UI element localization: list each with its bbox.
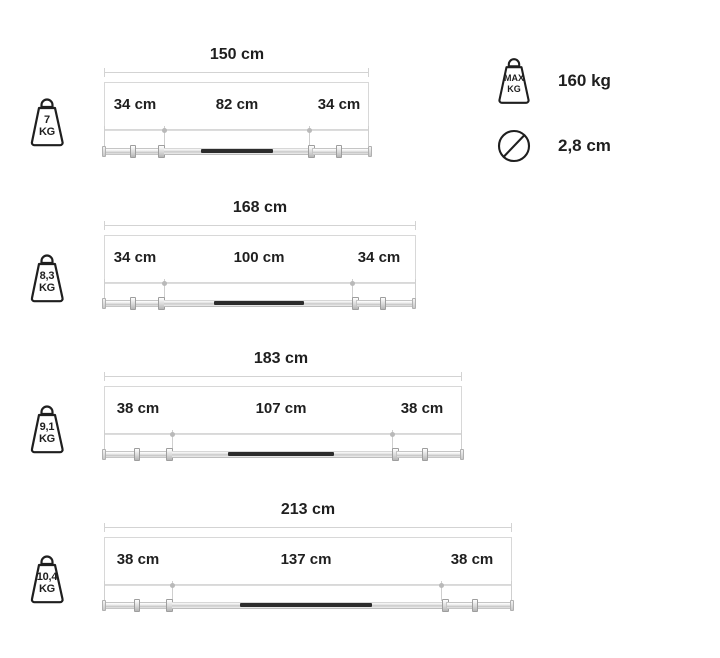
bar-knurl-center-213: [240, 603, 372, 607]
bar-knurl-center-183: [228, 452, 334, 456]
max-weight-icon: [492, 56, 536, 106]
total-length-rule-168: [104, 225, 416, 226]
segment-dot-right-213: [439, 583, 444, 588]
spec-diameter: [492, 126, 611, 166]
bar-cap-right-168: [412, 298, 416, 309]
segment-label-left-150: 34 cm: [113, 96, 157, 113]
spec-max-weight-value: 160 kg: [558, 71, 611, 90]
segment-label-center-183: 107 cm: [255, 400, 307, 417]
barbell-graphic-183: [96, 443, 472, 465]
segment-label-right-150: 34 cm: [317, 96, 361, 113]
segment-dot-left-150: [162, 128, 167, 133]
segment-label-left-213: 38 cm: [116, 551, 160, 568]
segment-label-center-168: 100 cm: [233, 249, 285, 266]
spec-max-weight: [492, 56, 611, 106]
segment-rule-183: [104, 434, 462, 435]
bar-cap-left-183: [102, 449, 106, 460]
bar-collar-right-168: [380, 297, 386, 310]
total-length-rule-213: [104, 527, 512, 528]
bar-sleeve-right-183: [396, 451, 462, 458]
barbell-graphic-168: [96, 292, 426, 314]
weight-tag-label: 8,3 KG: [38, 270, 56, 294]
bar-sleeve-right-213: [446, 602, 512, 609]
segment-dot-left-183: [170, 432, 175, 437]
segment-dot-left-213: [170, 583, 175, 588]
bar-knurl-center-150: [201, 149, 273, 153]
weight-tag-9-1kg: [24, 403, 70, 455]
bar-collar-right-183: [422, 448, 428, 461]
weight-tag-10-4kg: [24, 553, 70, 605]
segment-label-left-183: 38 cm: [116, 400, 160, 417]
bar-collar-left-213: [134, 599, 140, 612]
segment-rule-213: [104, 585, 512, 586]
bar-knurl-center-168: [214, 301, 304, 305]
bar-cap-right-150: [368, 146, 372, 157]
bar-collar-left-168: [130, 297, 136, 310]
barbell-graphic-213: [96, 594, 522, 616]
bar-cap-left-213: [102, 600, 106, 611]
spec-diameter-value: 2,8 cm: [558, 136, 611, 155]
segment-label-left-168: 34 cm: [113, 249, 157, 266]
weight-tag-8-3kg: [24, 252, 70, 304]
total-length-label-183: 183 cm: [253, 350, 309, 367]
weight-tag-7kg: [24, 96, 70, 148]
segment-label-right-168: 34 cm: [357, 249, 401, 266]
total-length-rule-150: [104, 72, 369, 73]
segment-label-center-213: 137 cm: [280, 551, 332, 568]
bar-collar-left-150: [130, 145, 136, 158]
total-length-label-150: 150 cm: [209, 46, 265, 63]
bar-cap-right-213: [510, 600, 514, 611]
bar-cap-right-183: [460, 449, 464, 460]
total-length-rule-183: [104, 376, 462, 377]
weight-tag-label: 7 KG: [38, 114, 56, 138]
bar-collar-right-150: [336, 145, 342, 158]
weight-tag-label: 9,1 KG: [38, 421, 56, 445]
bar-cap-left-168: [102, 298, 106, 309]
bar-collar-right-213: [472, 599, 478, 612]
segment-dot-right-168: [350, 281, 355, 286]
bar-cap-left-150: [102, 146, 106, 157]
diameter-icon: [492, 126, 536, 166]
segment-rule-150: [104, 130, 369, 131]
segment-dot-right-150: [307, 128, 312, 133]
segment-dot-right-183: [390, 432, 395, 437]
segment-dot-left-168: [162, 281, 167, 286]
barbell-graphic-150: [96, 140, 384, 162]
segment-label-center-150: 82 cm: [215, 96, 259, 113]
total-length-label-213: 213 cm: [280, 501, 336, 518]
total-length-label-168: 168 cm: [232, 199, 288, 216]
segment-label-right-213: 38 cm: [450, 551, 494, 568]
segment-label-right-183: 38 cm: [400, 400, 444, 417]
max-weight-icon-label: MAX KG: [504, 73, 524, 94]
bar-collar-left-183: [134, 448, 140, 461]
segment-rule-168: [104, 283, 416, 284]
weight-tag-label: 10,4 KG: [36, 571, 58, 595]
